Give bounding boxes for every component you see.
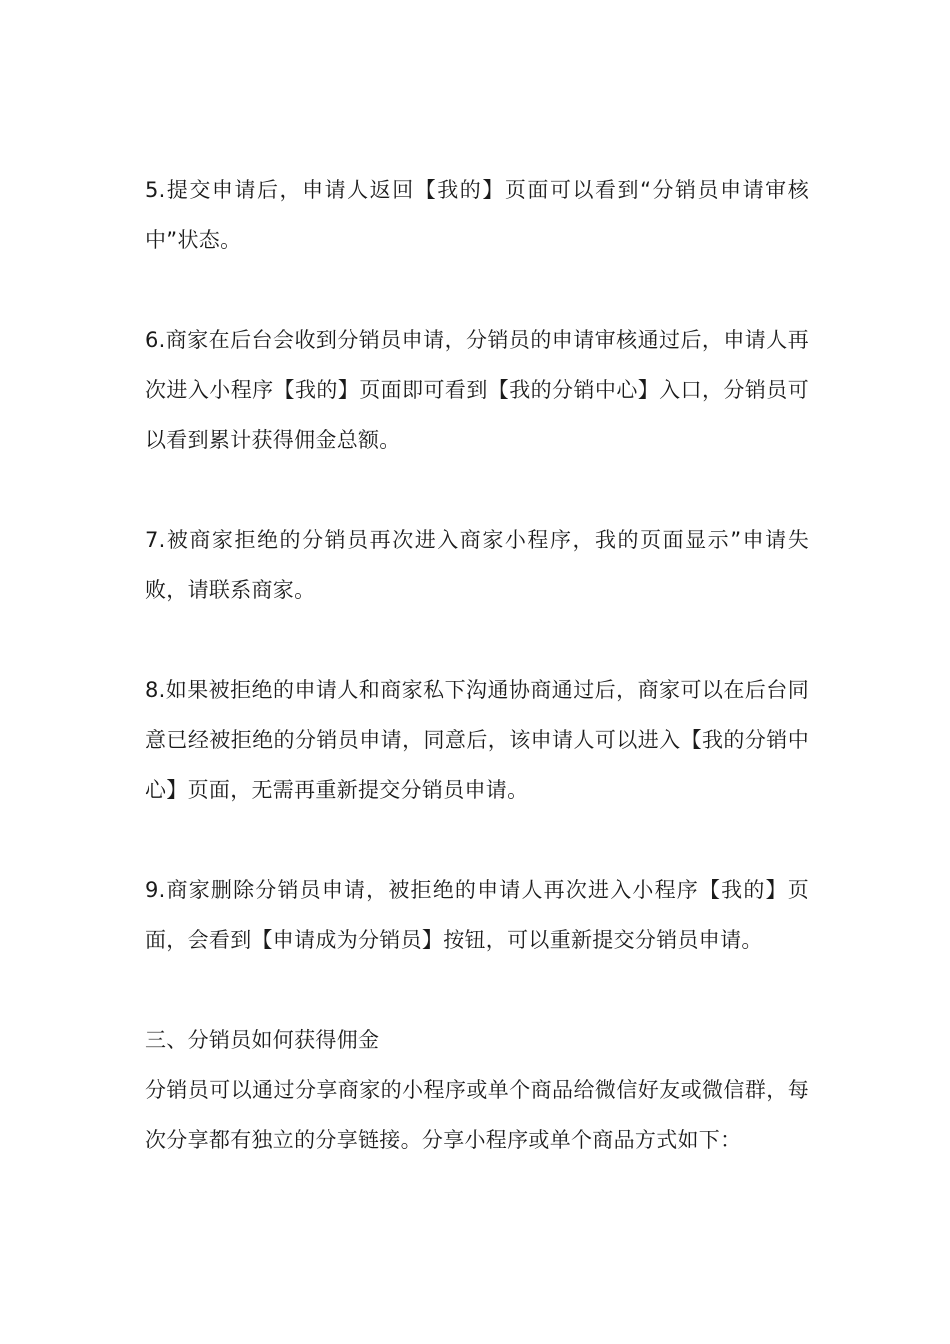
paragraph-item-7: 7.被商家拒绝的分销员再次进入商家小程序，我的页面显示”申请失败，请联系商家。 [145,528,809,602]
paragraph-gap [145,615,809,665]
paragraph-gap [145,815,809,865]
paragraph-item-9: 9.商家删除分销员申请，被拒绝的申请人再次进入小程序【我的】页面，会看到【申请成为分销员】按钮，可以重新提交分销员申请。 [145,878,809,952]
paragraph-item-5: 5.提交申请后，申请人返回【我的】页面可以看到“分销员申请审核中”状态。 [145,178,809,252]
paragraph-gap [145,965,809,1015]
document-content [145,165,809,1165]
section-heading: 三、分销员如何获得佣金 [145,1028,380,1052]
paragraph-item-8: 8.如果被拒绝的申请人和商家私下沟通协商通过后，商家可以在后台同意已经被拒绝的分销员申请，同意后，该申请人可以进入【我的分销中心】页面，无需再重新提交分销员申请。 [145,678,809,802]
paragraph-gap [145,265,809,315]
paragraph-gap [145,465,809,515]
section-body: 分销员可以通过分享商家的小程序或单个商品给微信好友或微信群，每次分享都有独立的分享链接。分享小程序或单个商品方式如下： [145,1078,809,1152]
paragraph-item-6: 6.商家在后台会收到分销员申请，分销员的申请审核通过后，申请人再次进入小程序【我的】页面即可看到【我的分销中心】入口，分销员可以看到累计获得佣金总额。 [145,328,809,452]
